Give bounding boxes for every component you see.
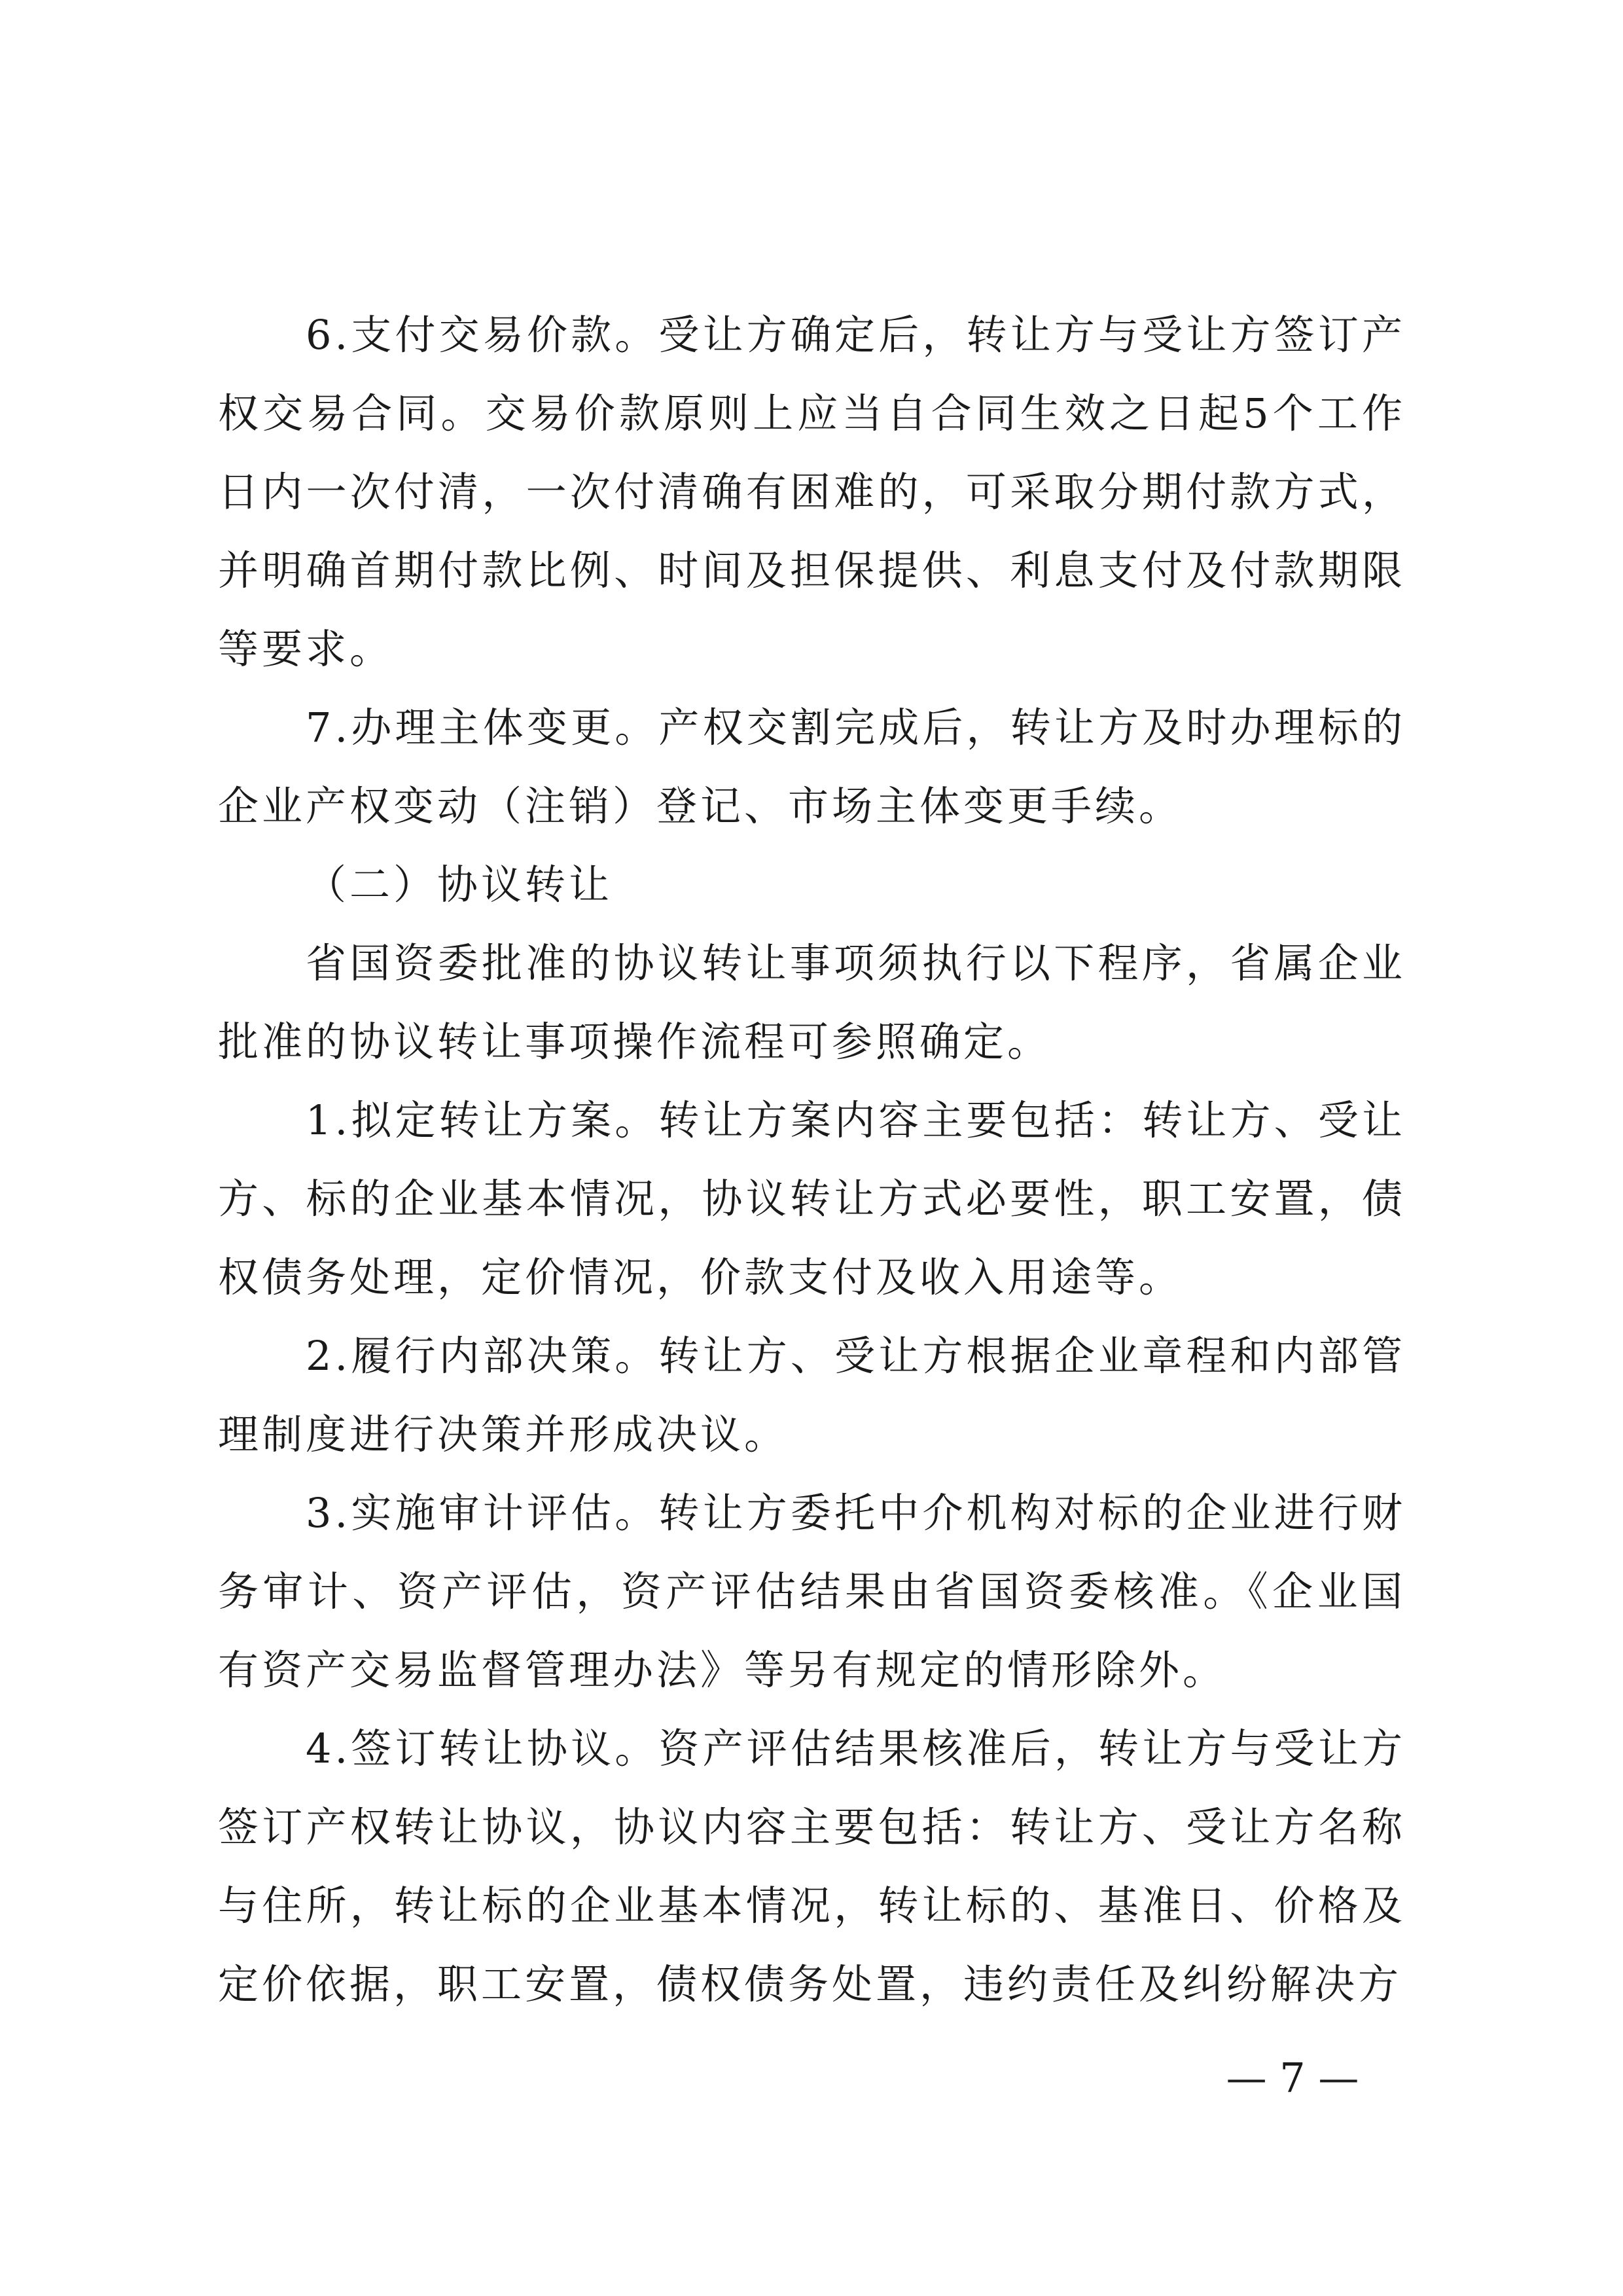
body-text	[218, 296, 1406, 2024]
paragraph-procedure-intro: 省国资委批准的协议转让事项须执行以下程序，省属企业批准的协议转让事项操作流程可参照确定。	[218, 939, 1406, 1066]
paragraph-entity-change: 7.办理主体变更。产权交割完成后，转让方及时办理标的企业产权变动（注销）登记、市场主体变更手续。	[218, 704, 1406, 830]
section-heading-agreement-transfer: （二）协议转让	[306, 861, 613, 908]
page-number: — 7 —	[1226, 2054, 1359, 2102]
paragraph-internal-decision: 2.履行内部决策。转让方、受让方根据企业章程和内部管理制度进行决策并形成决议。	[218, 1332, 1406, 1458]
paragraph-payment: 6.支付交易价款。受让方确定后，转让方与受让方签订产权交易合同。交易价款原则上应当自合同生效之日起5个工作日内一次付清，一次付清确有困难的，可采取分期付款方式，并明确首期付款比例、时间及担保提供、利息支付及付款期限等要求。	[218, 311, 1406, 673]
paragraph-sign-agreement: 4.签订转让协议。资产评估结果核准后，转让方与受让方签订产权转让协议，协议内容主要包括：转让方、受让方名称与住所，转让标的企业基本情况，转让标的、基准日、价格及定价依据，职工安置，债权债务处置，违约责任及纠纷解决方	[218, 1725, 1406, 2008]
paragraph-audit-appraisal: 3.实施审计评估。转让方委托中介机构对标的企业进行财务审计、资产评估，资产评估结果由省国资委核准。《企业国有资产交易监督管理办法》等另有规定的情形除外。	[218, 1489, 1406, 1694]
paragraph-transfer-plan: 1.拟定转让方案。转让方案内容主要包括：转让方、受让方、标的企业基本情况，协议转让方式必要性，职工安置，债权债务处理，定价情况，价款支付及收入用途等。	[218, 1096, 1406, 1301]
